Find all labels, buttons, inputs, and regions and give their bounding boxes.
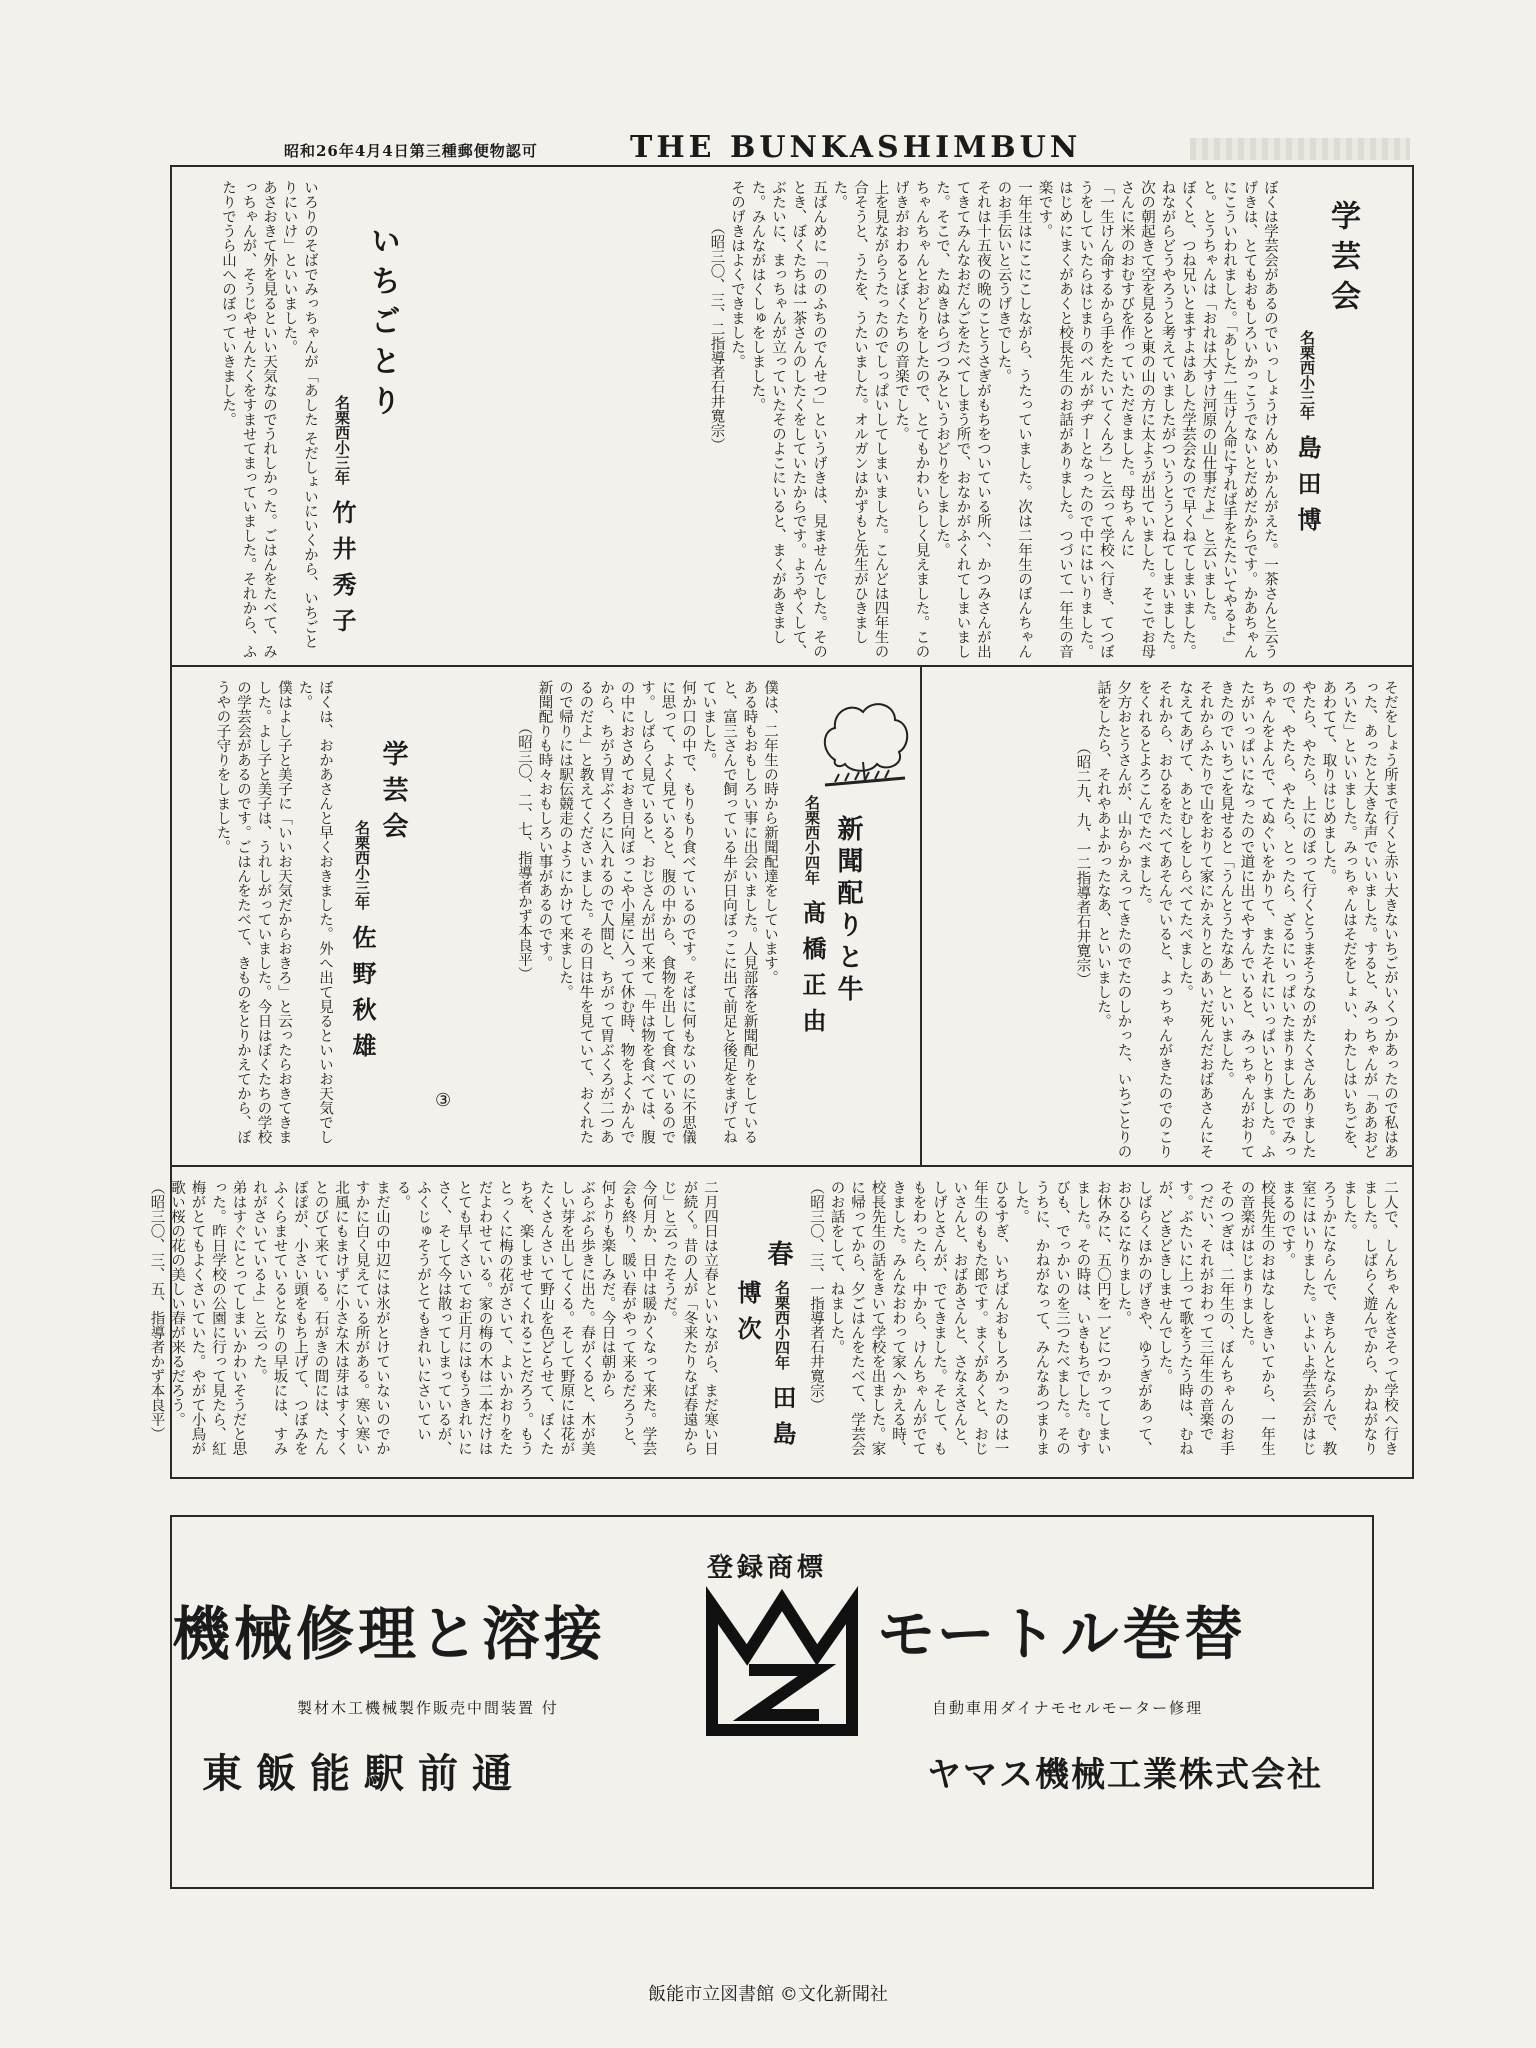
article4-byline	[795, 795, 830, 1155]
section-divider-1	[170, 665, 1412, 667]
paragraph: ろうかにならんで、きちんとならんで、教室にはいりました。いよいよ学芸会がはじまるのです。	[1279, 1180, 1337, 1456]
paragraph: 新聞配りも時々おもしろい事があるのです。	[536, 680, 553, 970]
ad-company-name: ヤマス機械工業株式会社	[927, 1755, 1323, 1795]
paragraph: 今何月か、日中は暖かくなって来た。学芸会も終り、暖い春がやって来るだろうと、何よりも楽しみだ。今日は朝から	[599, 1180, 657, 1456]
newspaper-title: THE BUNKASHIMBUN	[630, 130, 1082, 165]
article5-byline	[345, 820, 380, 1150]
paragraph: ぼくと、つね兄いとますよはあした学芸会なので早くねてしまいました。ねながらどうやろうと考えていましたがついうとうとねてしまいました。	[1159, 180, 1196, 659]
article5-author: 佐野秋雄	[348, 925, 377, 1070]
article5-body-continued	[808, 1180, 1400, 1460]
article6-author: 田島博次	[733, 1280, 797, 1458]
paragraph: ある時もおもしろい事に出会いました。人見部落を新聞配りをしていると、富三さんで飼っている牛が日向ぼっこに出て前足と後足をまげてねていました。	[700, 680, 758, 1144]
paragraph: あさおきて外を見るといい天気なのでうれしかった。ごはんをたべて、みっちゃんが、そうじやせんたくをすませてまっていました。それから、ふたりでうら山へのぼっていきました。	[220, 180, 277, 659]
article2-byline	[325, 395, 360, 665]
article1-title: 学芸会	[1325, 200, 1360, 320]
article2-body	[185, 180, 320, 660]
article1-school: 名栗西小三年	[1298, 330, 1316, 420]
article5-title: 学芸会	[378, 740, 408, 848]
paragraph: 「一生けん命するから手をたたいてくんろ」と云って学校へ行き、てつぼうをしていたらはじまりのベルがヂヂーとなったので中にはいりました。	[1077, 180, 1114, 659]
article4-note: （昭三〇、二、七、指導者かず本良平）	[516, 720, 532, 981]
paragraph: 五ばんめに「ののふちのでんせつ」というげきは、見ませんでした。そのとき、ぼくたちは一茶さんのしたくをしていたからです。ようやくして、ぶたいに、まっちゃんが立っていたそのよこにいると、まくがあきました。みんながはくしゅをしました。	[749, 180, 827, 659]
paragraph: それから、おひるをたべてあそんでいると、よっちゃんがきたのでのこりをくれるとよろこんでたべました。	[1136, 680, 1173, 1159]
tree-illustration	[815, 690, 915, 800]
column-divider-mid	[920, 665, 922, 1165]
paragraph: 二人で、しんちゃんをさそって学校へ行きました。しばらく遊んでから、かねがなりました。	[1341, 1180, 1398, 1456]
article1-byline	[1290, 330, 1325, 660]
paragraph: 上を見ながらうたったのでしっぱいしてしまいました。こんどは四年生の合そうと、うたを、うたいました。オルガンはかずもと先生がひきました。	[831, 180, 889, 659]
paragraph: 僕は、二年生の時から新聞配達をしています。	[762, 680, 778, 985]
paragraph: しばらくほかのげきや、ゆうぎがあって、おひるになりました。	[1115, 1180, 1152, 1456]
paragraph: そのつぎは、二年生の、ぼんちゃんのお手つだい、それがおわって三年生の音楽です。ぶたいに上って歌をうたう時は、むねが、どきどきしませんでした。	[1156, 1180, 1234, 1456]
ad-left-services: 製材木工機械製作販売中間装置 付	[297, 1699, 559, 1717]
article4-author: 髙橋正由	[798, 900, 827, 1045]
ad-headline-repair-welding: 機械修理と溶接	[172, 1600, 607, 1668]
article2-author: 竹井秀子	[328, 500, 357, 645]
paragraph: 校長先生のおはなしをきいてから、一年生の音楽がはじまりました。	[1238, 1180, 1275, 1456]
page-number-mark: ③	[435, 1090, 452, 1111]
paragraph: 何か口の中で、もりもり食べているのです。そばに何もないのに不思儀に思って、よく見ていると、腹の中から、食物を出して食べているのです。しばらく見ていると、おじさんが出て来て「牛は物を食べては、腹の中におさめておき日向ぼっこや小屋に入って休む時、物をよくかんでから、ちがう胃ぶくろに入れるので人間と、ちがって胃ぶくろが二つあるのだよ」と教えてくださいました。その日は牛を見ていて、おくれたので帰りには駅伝競走のようにかけて来ました。	[557, 680, 696, 1144]
faded-header-print	[1190, 138, 1410, 160]
section-divider-2	[170, 1165, 1412, 1167]
paragraph: 次の朝起きて空を見ると東の山の方に太ようが出ていました。そこでお母さんに米のおむすびを作っていただきました。母ちゃんに	[1118, 180, 1155, 659]
paragraph: ぼくは、おかあさんと早くおきました。外へ出て見るといいお天気でした。	[296, 680, 333, 1144]
paragraph: やたら、やたら、上にのぼって行くとうまそうなのがたくさんありましたので、やたら、やたら、とったら、ざるにいっぱいたまりましたのでみっちゃんをよんで、てぬぐいをかりて、またそれにいっぱいとりました。ふたがいっぱいになったので道に出てやすんでいると、みっちゃんがおりてきたのでいちごを見せると「うんとうたなあ」といいました。	[1218, 680, 1316, 1159]
article1-author: 島田博	[1293, 435, 1322, 544]
paragraph: 一年生はにこにこしながら、うたっていました。次は二年生のぼんちゃんのお手伝いと云うげきでした。	[995, 180, 1032, 659]
advertisement	[170, 1515, 1374, 1889]
paragraph: ひるすぎ、いちばんおもしろかったのは一年生のももた郎です。まくがあくと、おじいさんと、おばあさんと、さなえさんと、しげとさんが、でてきました。そして、ももをわったら、中から、けんちゃんがでてきました。みんなおわって家へかえる時、校長先生の話をきいて学校を出ました。家に帰ってから、夕ごはんをたべて、学芸会のお話をして、ねました。	[828, 1180, 1009, 1456]
article2-title: いちごとり	[365, 225, 400, 425]
article6-school: 名栗西小四年	[773, 1280, 791, 1370]
paragraph: それからふたりで山をおりて家にかえりとのあいだ死んだおばあさんにそなえてあげて、あとむしをしらべてたべました。	[1177, 680, 1214, 1159]
paragraph: そだをしょう所まで行くと赤い大きないちごがいくつかあったので私はあった、あったと大きな声でいいました。すると、みっちゃんが「ああおどろいた」といいました。みっちゃんはそだをしょい、わたしはいちごを、あわてて、取りはじめました。	[1320, 680, 1398, 1159]
article1-note: （昭三〇、三、二指導者石井寛宗）	[708, 220, 725, 452]
paragraph: まだ山の中辺には氷がとけていないのでかすかに白く見えている所がある。寒い寒い北風にもまけずに小さな木は芽はすくすくとのびて来ている。石がきの間には、たんぽぽが、小さい頭をもち上げて、つぼみをふくらませているとなりの早坂には、すみれがさいているよ」と云った。	[251, 1180, 390, 1456]
article4-body	[430, 680, 780, 1150]
article4-school: 名栗西小四年	[803, 795, 821, 885]
article6-body	[148, 1180, 720, 1460]
paragraph: 二月四日は立春といいながら、まだ寒い日が続く。昔の人が「冬来たりなば春遠からじ」と云ったそうだ。	[661, 1180, 718, 1456]
article1-body	[640, 180, 1280, 660]
ad-headline-motor-rewinding: モートル巻替	[877, 1600, 1247, 1668]
paragraph: はじめにまくがあくと校長先生のお話がありました。つづいて一年生の音楽です。	[1036, 180, 1073, 659]
article6-note: （昭三〇、三、五、指導者かず本良平）	[148, 1180, 165, 1441]
paragraph: 夕方おとうさんが、山からかえってきたのでたのしかった、いちごとりの話をしたら、それやあよかったなあ、といいました。	[1095, 680, 1132, 1159]
article6-byline	[730, 1280, 800, 1460]
article5-note: （昭三〇、三、一指導者石井寛宗）	[808, 1180, 824, 1412]
paragraph: お休みに、五〇円を一どにつかってしまいました。その時は、いきもちでした。むすびも、でっかいのを三つたべました。そのうちに、かねがなって、みんなあつまりました。	[1013, 1180, 1111, 1456]
article3-body	[935, 680, 1400, 1160]
paragraph: 弟はすぐにとってしまいかわいそうだと思った。昨日学校の公園に行って見たら、紅梅がとてもよくさいていた。やがて小鳥が歌い桜の花の美しい春が来るだろう。	[169, 1180, 247, 1456]
ad-right-services: 自動車用ダイナモセルモーター修理	[932, 1699, 1204, 1717]
ad-location: 東飯能駅前通	[202, 1750, 526, 1797]
article5-school: 名栗西小三年	[353, 820, 371, 910]
article5-body	[185, 680, 335, 1150]
paragraph: 僕はよし子と美子に「いいお天気だからおきろ」と云ったらおきてきました。よし子と美子は、うれしがっていました。今日はぼくたちの学校の学芸会があるのです。ごはんをたべて、きものをとりかえてから、ぼうやの子守りをしました。	[214, 680, 292, 1144]
masthead	[250, 130, 1430, 170]
library-copyright-footer: 飯能市立図書館 ©文化新聞社	[648, 1984, 888, 2005]
company-logo-icon	[707, 1585, 857, 1735]
article3-note: （昭二九、九、一二指導者石井寛宗）	[1074, 740, 1091, 987]
article4-title: 新聞配りと牛	[833, 815, 863, 1007]
paragraph: ぼくは学芸会があるのでいっしょうけんめいかんがえた。一茶さんと云うげきは、とてもおもしろいかっこうでないとだめだからです。かあちゃんにこういわれました。「あした一生けん命にすれば手をたたいてやるよ」と。とうちゃんは「おれは大すけ河原の山仕事だよ」と云いました。	[1200, 180, 1278, 659]
paragraph: いろりのそばでみっちゃんが「あした そだしょいにいくから、いちごとりにいけ」といいました。	[281, 180, 318, 649]
article2-school: 名栗西小三年	[333, 395, 351, 485]
paragraph: ちゃんちゃんとおどりをしたので、とてもかわいらしく見えました。このげきがおわるとぼくたちの音楽でした。	[893, 180, 930, 659]
article6-title: 春	[763, 1240, 793, 1276]
postal-permit-note: 昭和26年4月4日第三種郵便物認可	[284, 142, 538, 160]
paragraph: それは十五夜の晩のことうさぎがもちをついている所へ、かつみさんが出てきてみんなおだんごをたべてしまう所で、おなかがふくれてしまいました。そこで、たぬきはらづつみというおどりをしました。	[934, 180, 991, 659]
ad-trademark-label: 登録商標	[707, 1553, 828, 1583]
paragraph: ぶらぶら歩きに出た。春がくると、木が美しい芽を出してくる。そして野原には花がたくさんさいて野山を色どらせて、ぼくたちを、楽しませてくれることだろう。もうとっくに梅の花がさいて、よいかおりをただよわせている。家の梅の木は二本だけはとても早くさいてお正月にはもうきれいにさく、そして今は散ってしまっているが、ふくじゅそうがとてもきれいにさいている。	[394, 1180, 595, 1456]
paragraph: そのげきはよくできました。	[729, 180, 745, 369]
